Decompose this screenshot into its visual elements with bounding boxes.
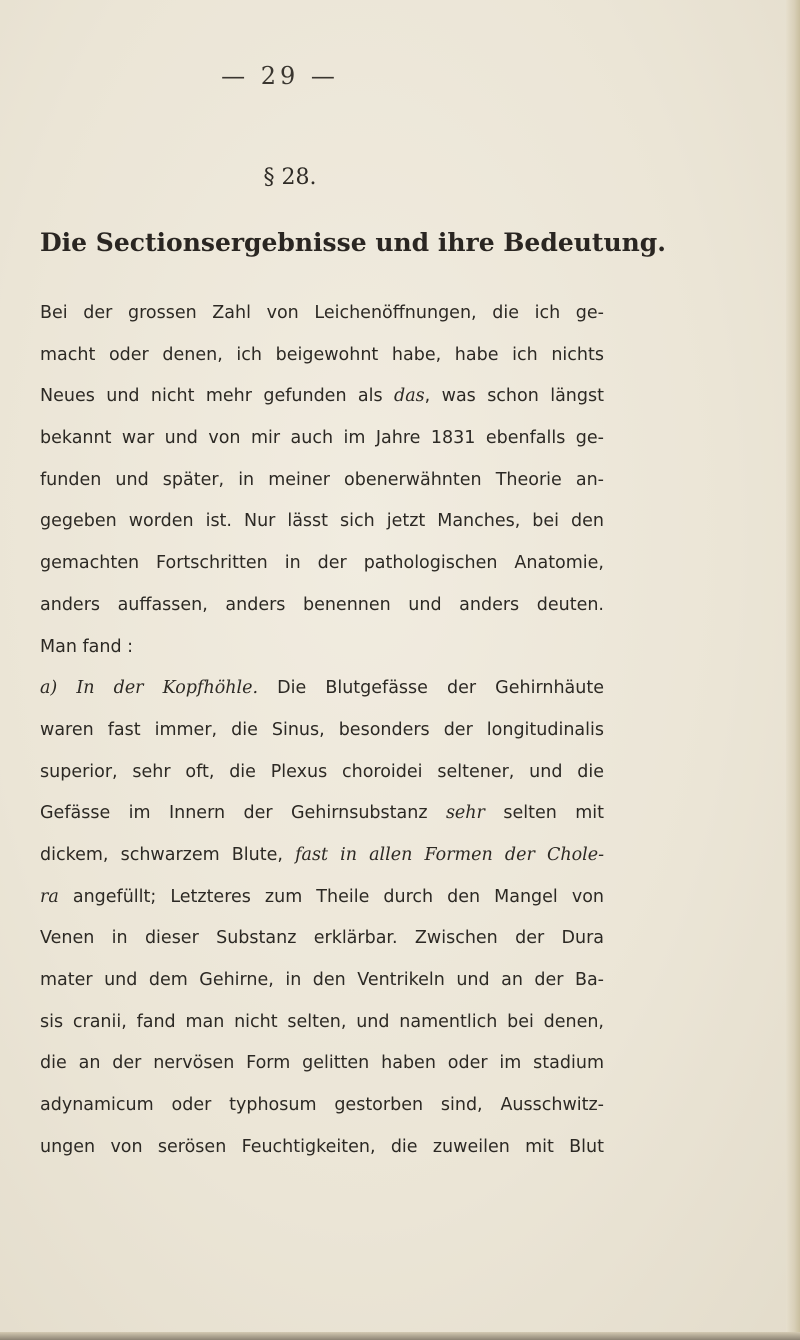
text-line — [40, 710, 604, 752]
text-run: anders auffassen, anders benennen und anders deuten. — [40, 594, 604, 615]
text-line — [40, 1043, 604, 1085]
page-number: — 29 — — [221, 62, 339, 90]
text-line — [40, 585, 604, 627]
italic-text: sehr — [445, 803, 485, 824]
italic-text: ra — [40, 886, 59, 907]
text-run: adynamicum oder typhosum gestorben sind, Ausschwitz- — [40, 1095, 604, 1116]
text-run: bekannt war und von mir auch im Jahre 1831 ebenfalls ge- — [40, 428, 604, 449]
text-run: Man fand : — [40, 636, 134, 657]
page-edge-shadow — [786, 0, 800, 1340]
text-run: Die Blutgefässe der Gehirnhäute — [258, 678, 604, 699]
section-heading: Die Sectionsergebnisse und ihre Bedeutung. — [40, 228, 666, 257]
text-run: Gefässe im Innern der Gehirnsubstanz — [40, 803, 446, 824]
text-line — [40, 1127, 604, 1169]
text-line — [40, 543, 604, 585]
italic-text: fast in allen Formen der Chole- — [295, 844, 605, 865]
text-line — [40, 960, 604, 1002]
text-run: gemachten Fortschritten in der pathologischen Anatomie, — [40, 553, 604, 574]
text-line — [40, 668, 604, 710]
text-run: ungen von serösen Feuchtigkeiten, die zuweilen mit Blut — [40, 1136, 604, 1157]
text-line — [40, 1085, 604, 1127]
text-line — [40, 835, 604, 877]
text-line — [40, 335, 604, 377]
text-run: sis cranii, fand man nicht selten, und namentlich bei denen, — [40, 1011, 604, 1032]
text-run: macht oder denen, ich beigewohnt habe, habe ich nichts — [40, 344, 604, 365]
text-run: mater und dem Gehirne, in den Ventrikeln und an der Ba- — [40, 970, 604, 990]
text-line — [40, 418, 604, 460]
text-line — [40, 627, 604, 669]
text-run: funden und später, in meiner obenerwähnten Theorie an- — [40, 469, 604, 490]
text-run: die an der nervösen Form gelitten haben oder im stadium — [40, 1053, 604, 1074]
text-line — [40, 1002, 604, 1044]
text-line — [40, 918, 604, 960]
text-line — [40, 376, 604, 418]
text-run: superior, sehr oft, die Plexus choroidei seltener, und die — [40, 761, 604, 782]
page-bottom-edge — [0, 1332, 800, 1340]
text-run: , was schon längst — [424, 386, 604, 407]
text-run: waren fast immer, die Sinus, besonders der longitudinalis — [40, 719, 604, 740]
body-text — [40, 293, 604, 1168]
text-line — [40, 460, 604, 502]
text-line — [40, 501, 604, 543]
text-line — [40, 752, 604, 794]
text-run: Neues und nicht mehr gefunden als — [40, 386, 395, 407]
text-line — [40, 293, 604, 335]
text-run: gegeben worden ist. Nur lässt sich jetzt Manches, bei den — [40, 511, 604, 532]
italic-text: a) In der Kopfhöhle. — [40, 678, 259, 699]
italic-text: das — [394, 386, 425, 407]
text-run: Venen in dieser Substanz erklärbar. Zwischen der Dura — [40, 928, 604, 949]
text-line — [40, 793, 604, 835]
section-number: § 28. — [263, 165, 317, 190]
text-run: Bei der grossen Zahl von Leichenöffnungen, die ich ge- — [40, 303, 604, 323]
text-line — [40, 877, 604, 919]
text-run: dickem, schwarzem Blute, — [40, 844, 296, 865]
text-run: angefüllt; Letzteres zum Theile durch den Mangel von — [58, 886, 604, 907]
text-run: selten mit — [484, 803, 604, 824]
